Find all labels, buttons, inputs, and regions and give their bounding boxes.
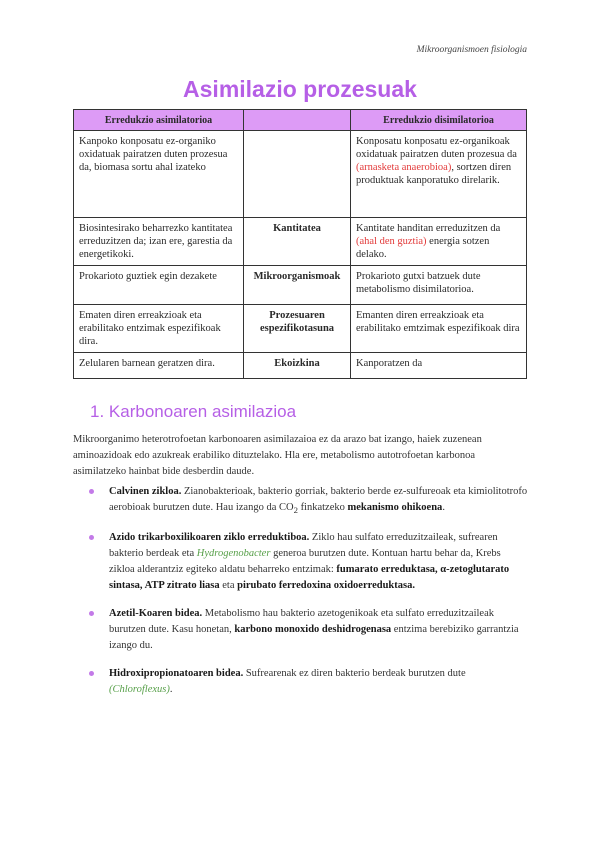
cell-right: Kanporatzen da xyxy=(351,353,527,379)
section-number: 1. xyxy=(90,402,105,421)
item-emphasis: pirubato ferredoxina oxidoerreduktasa. xyxy=(237,580,415,592)
section-heading xyxy=(90,402,296,422)
bullet-list xyxy=(73,484,528,698)
cell-right: Emanten diren erreakzioak eta erabilitako emtzimak espezifikoak dira xyxy=(351,305,527,353)
running-header: Mikroorganismoen fisiologia xyxy=(416,45,527,55)
item-text: entzima berebiziko garrantzia izango du. xyxy=(109,624,519,652)
cell-text: Konposatu konposatu ez-organikoak oxidatuak pairatzen duten prozesua da xyxy=(356,136,517,160)
item-emphasis: fumarato erreduktasa, α-zetoglutarato sintasa, ATP zitrato liasa xyxy=(109,564,510,592)
table-header-row xyxy=(74,110,527,131)
cell-left: Ematen diren erreakzioak eta erabilitako entzimak espezifikoak dira. xyxy=(74,305,244,353)
item-emphasis: mekanismo ohikoena xyxy=(347,502,443,513)
item-emphasis: karbono monoxido deshidrogenasa xyxy=(234,624,392,636)
cell-mid: Prozesuaren espezifikotasuna xyxy=(244,305,351,353)
comparison-table xyxy=(73,109,527,379)
bullet-icon xyxy=(89,671,94,676)
list-item xyxy=(73,530,528,594)
list-item xyxy=(73,606,528,654)
section-title: Karbonoaren asimilazioa xyxy=(108,402,297,421)
item-title: Azido trikarboxilikoaren ziklo erreduktiboa. xyxy=(109,532,310,544)
cell-mid: Kantitatea xyxy=(244,218,351,266)
intro-paragraph: Mikroorganimo heterotrofoetan karbonoaren asimilazaioa ez da arazo bat izango, haiek zuzenean aminoazidoak edo azukreak erabiliko dituztelako. Hla ere, metabolismo autotrofoetan karbonoa asimilatzeko hainbat bide desberdin daude. xyxy=(73,434,482,477)
item-title: Hidroxipropionatoaren bidea. xyxy=(109,668,244,680)
table-row xyxy=(74,305,527,353)
cell-right: Prokarioto gutxi batzuek dute metabolismo disimilatorioa. xyxy=(351,266,527,305)
cell-right xyxy=(351,131,527,218)
item-title: Calvinen zikloa. xyxy=(109,486,182,497)
bullet-icon xyxy=(89,535,94,540)
item-text: . xyxy=(169,684,173,696)
item-text: . xyxy=(442,502,445,513)
table-row xyxy=(74,218,527,266)
item-text: generoa burutzen dute. Kontuan hartu behar da, Krebs zikloa alderantziz egiteko aldatu beharreko entzimak: xyxy=(109,548,501,576)
header-assimilatory: Erredukzio asimilatorioa xyxy=(74,110,244,131)
highlight-red: (arnasketa anaerobioa) xyxy=(356,162,452,173)
cell-mid: Mikroorganismoak xyxy=(244,266,351,305)
table-row xyxy=(74,266,527,305)
table-row xyxy=(74,353,527,379)
cell-text: Kantitate handitan erreduzitzen da xyxy=(356,223,501,234)
item-text: eta xyxy=(219,580,238,592)
item-text: finkatzeko xyxy=(297,502,348,513)
highlight-red: (ahal den guztia) xyxy=(356,236,427,247)
cell-left: Biosintesirako beharrezko kantitatea erreduzitzen da; izan ere, garestia da energetikoki. xyxy=(74,218,244,266)
cell-left: Kanpoko konposatu ez-organiko oxidatuak pairatzen duten prozesua da, biomasa sortu ahal izateko xyxy=(74,131,244,218)
header-dissimilatory: Erredukzio disimilatorioa xyxy=(351,110,527,131)
cell-left: Prokarioto guztiek egin dezakete xyxy=(74,266,244,305)
item-text: Zianobakterioak, bakterio gorriak, bakterio berde ez-sulfureoak eta kimiolitotrofo aerobioak burutzen dute. Hau izango da CO xyxy=(109,486,528,513)
cell-mid: Ekoizkina xyxy=(244,353,351,379)
list-item xyxy=(73,484,528,518)
cell-mid xyxy=(244,131,351,218)
list-item xyxy=(73,666,528,698)
item-text: Metabolismo hau bakterio azetogenikoak eta sulfato erreduzitzaileak burutzen dute. Kasu honetan, xyxy=(109,608,494,636)
bullet-icon xyxy=(89,611,94,616)
cell-right xyxy=(351,218,527,266)
subscript: 2 xyxy=(293,505,298,516)
header-empty xyxy=(244,110,351,131)
cell-left: Zelularen barnean geratzen dira. xyxy=(74,353,244,379)
table-row xyxy=(74,131,527,218)
item-title: Azetil-Koaren bidea. xyxy=(109,608,203,620)
cell-text: energia sotzen delako. xyxy=(356,236,490,260)
genus-name: (Chloroflexus) xyxy=(109,684,170,696)
bullet-icon xyxy=(89,489,94,494)
page-title: Asimilazio prozesuak xyxy=(183,76,417,102)
genus-name: Hydrogenobacter xyxy=(196,548,271,560)
cell-text: , sortzen diren produktuak kanporatuko direlarik. xyxy=(356,162,512,186)
item-text: Ziklo hau sulfato erreduzitzaileak, sufrearen bakterio berdeak eta xyxy=(109,532,498,560)
item-text: Sufrearenak ez diren bakterio berdeak burutzen dute xyxy=(243,668,466,680)
